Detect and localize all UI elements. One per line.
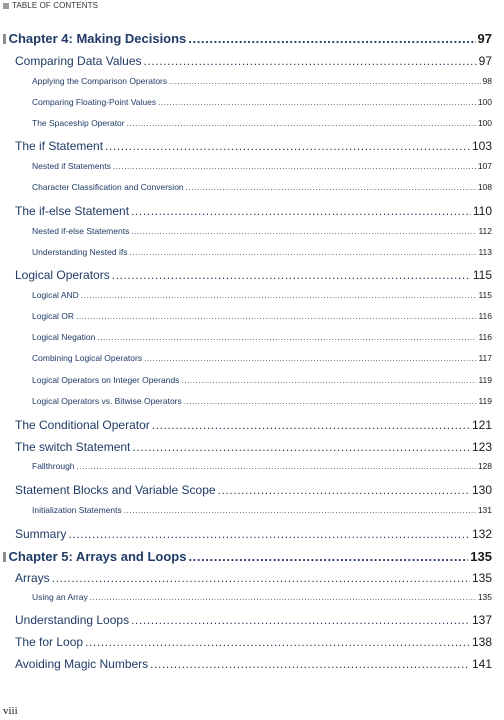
toc-entry-sub[interactable] xyxy=(32,97,492,107)
toc-entry-title: The Spaceship Operator xyxy=(32,118,125,128)
toc-entry-title: Logical Negation xyxy=(32,332,96,342)
toc-entry-page: 137 xyxy=(471,613,492,627)
toc-entry-chapter[interactable] xyxy=(3,549,492,564)
toc-entry-sub[interactable] xyxy=(32,311,492,321)
toc-entry-title: Chapter 5: Arrays and Loops xyxy=(8,549,187,564)
toc-entry-title: Combining Logical Operators xyxy=(32,353,143,363)
toc-entry-page: 132 xyxy=(471,527,492,541)
toc-entry-page: 97 xyxy=(477,31,492,46)
toc-entry-page: 135 xyxy=(471,571,492,585)
toc-entry-title: Understanding Nested ifs xyxy=(32,247,128,257)
toc-entry-page: 135 xyxy=(477,592,492,602)
toc-entry-section[interactable] xyxy=(15,418,492,432)
toc-entry-title: Logical Operators vs. Bitwise Operators xyxy=(32,396,182,406)
toc-entry-page: 117 xyxy=(478,353,492,363)
page-number: viii xyxy=(3,705,18,717)
toc-entry-sub[interactable] xyxy=(32,226,492,236)
toc-entry-title: The for Loop xyxy=(15,635,84,649)
dot-leader xyxy=(169,77,480,86)
toc-entry-sub[interactable] xyxy=(32,396,492,406)
toc-entry-title: Logical AND xyxy=(32,290,79,300)
dot-leader xyxy=(112,268,471,282)
toc-entry-section[interactable] xyxy=(15,571,492,585)
dot-leader xyxy=(186,183,476,192)
dot-leader xyxy=(131,613,470,627)
toc-entry-page: 100 xyxy=(477,97,492,107)
toc-entry-page: 128 xyxy=(477,461,492,471)
dot-leader xyxy=(105,139,470,153)
toc-entry-section[interactable] xyxy=(15,635,492,649)
toc-entry-page: 112 xyxy=(478,226,492,236)
toc-entry-page: 138 xyxy=(471,635,492,649)
toc-entry-title: Comparing Floating-Point Values xyxy=(32,97,157,107)
chapter-square-icon xyxy=(3,552,6,562)
toc-entry-title: Using an Array xyxy=(32,592,88,602)
dot-leader xyxy=(97,333,476,342)
dot-leader xyxy=(218,483,470,497)
toc-entry-chapter[interactable] xyxy=(3,31,492,46)
toc-entry-page: 135 xyxy=(470,549,492,564)
toc-entry-page: 108 xyxy=(477,182,492,192)
toc-entry-title: Nested if Statements xyxy=(32,161,111,171)
dot-leader xyxy=(188,549,468,564)
toc-entry-section[interactable] xyxy=(15,657,492,671)
toc-entry-page: 119 xyxy=(478,375,492,385)
toc-entry-page: 141 xyxy=(471,657,492,671)
toc-entry-section[interactable] xyxy=(15,613,492,627)
toc-entry-sub[interactable] xyxy=(32,592,492,602)
dot-leader xyxy=(184,397,477,406)
toc-entry-page: 116 xyxy=(478,332,492,342)
dot-leader xyxy=(77,462,476,471)
toc-entry-title: The if Statement xyxy=(15,139,104,153)
toc-entry-page: 131 xyxy=(477,505,492,515)
dot-leader xyxy=(68,527,470,541)
toc-entry-title: The switch Statement xyxy=(15,440,131,454)
dot-leader xyxy=(152,418,470,432)
toc-entry-page: 103 xyxy=(471,139,492,153)
dot-leader xyxy=(181,376,476,385)
toc-entry-sub[interactable] xyxy=(32,375,492,385)
dot-leader xyxy=(124,506,476,515)
chapter-square-icon xyxy=(3,34,6,44)
toc-entry-sub[interactable] xyxy=(32,505,492,515)
dot-leader xyxy=(132,440,470,454)
toc-entry-title: Chapter 4: Making Decisions xyxy=(8,31,187,46)
toc-entry-title: Initialization Statements xyxy=(32,505,122,515)
dot-leader xyxy=(188,31,475,46)
toc-entry-title: Nested if-else Statements xyxy=(32,226,130,236)
dot-leader xyxy=(76,312,476,321)
toc-entry-title: The if-else Statement xyxy=(15,204,130,218)
dot-leader xyxy=(85,635,470,649)
dot-leader xyxy=(144,354,476,363)
toc-entry-title: Avoiding Magic Numbers xyxy=(15,657,149,671)
toc-entry-section[interactable] xyxy=(15,139,492,153)
toc-entry-sub[interactable] xyxy=(32,332,492,342)
toc-entry-sub[interactable] xyxy=(32,76,492,86)
toc-entry-section[interactable] xyxy=(15,527,492,541)
toc-entry-sub[interactable] xyxy=(32,118,492,128)
toc-entry-sub[interactable] xyxy=(32,353,492,363)
dot-leader xyxy=(150,657,470,671)
toc-entry-title: Comparing Data Values xyxy=(15,54,142,68)
toc-entry-sub[interactable] xyxy=(32,461,492,471)
dot-leader xyxy=(158,98,476,107)
toc-entry-title: Statement Blocks and Variable Scope xyxy=(15,483,216,497)
toc-entry-page: 97 xyxy=(478,54,492,68)
toc-entry-page: 116 xyxy=(478,311,492,321)
dot-leader xyxy=(113,162,476,171)
toc-entry-sub[interactable] xyxy=(32,247,492,257)
toc-entry-sub[interactable] xyxy=(32,161,492,171)
dot-leader xyxy=(90,593,476,602)
toc-entry-sub[interactable] xyxy=(32,182,492,192)
toc-entry-page: 113 xyxy=(478,247,492,257)
toc-entry-title: Arrays xyxy=(15,571,50,585)
toc-entry-title: Fallthrough xyxy=(32,461,75,471)
dot-leader xyxy=(81,291,477,300)
toc-entry-page: 110 xyxy=(472,204,492,218)
dot-leader xyxy=(129,248,476,257)
dot-leader xyxy=(52,571,470,585)
toc-entry-page: 123 xyxy=(471,440,492,454)
dot-leader xyxy=(127,119,476,128)
toc-entry-title: The Conditional Operator xyxy=(15,418,150,432)
header-label: TABLE OF CONTENTS xyxy=(12,1,99,10)
toc-entry-page: 115 xyxy=(472,268,492,282)
toc-entry-page: 107 xyxy=(477,161,492,171)
toc-entry-title: Logical Operators xyxy=(15,268,110,282)
toc-entry-section[interactable] xyxy=(15,440,492,454)
toc-entry-sub[interactable] xyxy=(32,290,492,300)
dot-leader xyxy=(144,54,477,68)
toc-entry-page: 115 xyxy=(478,290,492,300)
toc-entry-page: 119 xyxy=(478,396,492,406)
toc-entry-title: Logical OR xyxy=(32,311,75,321)
toc-entry-page: 130 xyxy=(471,483,492,497)
toc-entry-title: Understanding Loops xyxy=(15,613,130,627)
toc-entry-section[interactable] xyxy=(15,268,492,282)
toc-entry-page: 100 xyxy=(477,118,492,128)
toc-entry-section[interactable] xyxy=(15,204,492,218)
toc-entry-section[interactable] xyxy=(15,54,492,68)
toc-entry-title: Summary xyxy=(15,527,67,541)
dot-leader xyxy=(131,227,476,236)
toc-entry-page: 121 xyxy=(471,418,492,432)
toc-entry-title: Applying the Comparison Operators xyxy=(32,76,168,86)
toc-entry-title: Character Classification and Conversion xyxy=(32,182,184,192)
dot-leader xyxy=(131,204,471,218)
toc-entry-section[interactable] xyxy=(15,483,492,497)
toc-entry-title: Logical Operators on Integer Operands xyxy=(32,375,180,385)
toc-entry-page: 98 xyxy=(482,76,492,86)
